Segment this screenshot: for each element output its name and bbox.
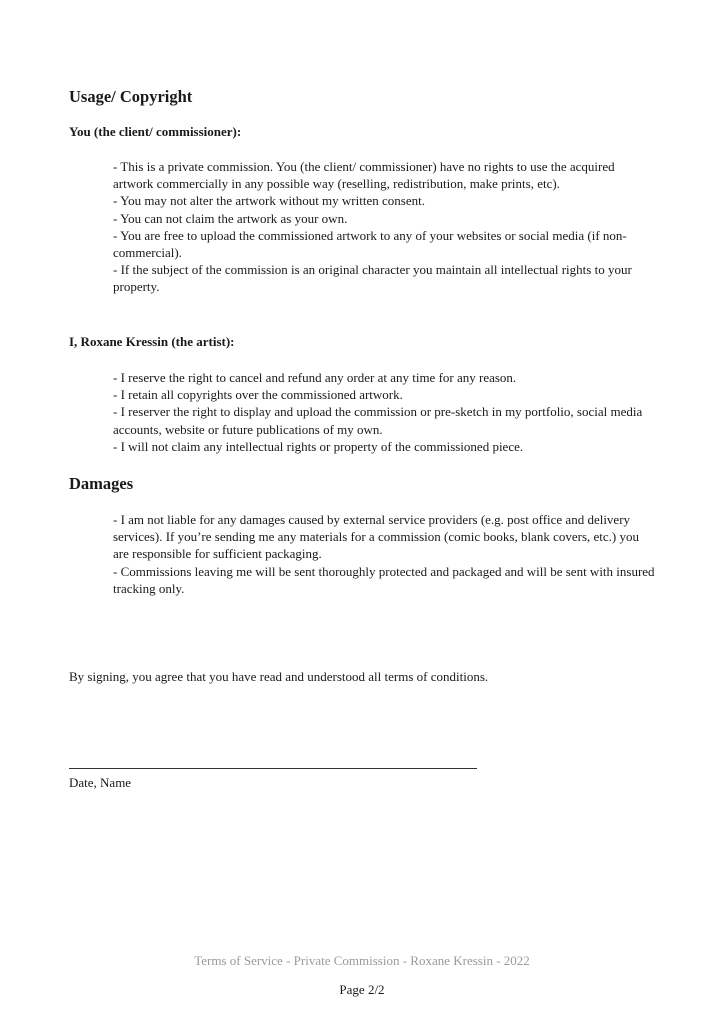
- client-term-item: - You are free to upload the commissioned artwork to any of your websites or social media (if non-commercial).: [113, 227, 627, 261]
- artist-term-item: - I reserver the right to display and upload the commission or pre-sketch in my portfolio, social media accounts, website or future publications of my own.: [113, 404, 643, 437]
- damages-term-item: - Commissions leaving me will be sent thoroughly protected and packaged and will be sent with insured tracking only.: [113, 563, 655, 596]
- artist-terms-list: [113, 369, 658, 455]
- client-term-item: - You may not alter the artwork without my written consent.: [113, 193, 425, 209]
- client-term-item: - This is a private commission. You (the client/ commissioner) have no rights to use the acquired artwork commercially in any possible way (reselling, redistribution, make prints, etc).: [113, 159, 615, 192]
- artist-subheading: I, Roxane Kressin (the artist):: [69, 334, 235, 349]
- damages-heading: Damages: [69, 474, 134, 493]
- page-number: Page 2/2: [339, 982, 385, 997]
- footer-title: Terms of Service - Private Commission - Roxane Kressin - 2022: [194, 953, 530, 968]
- signature-line[interactable]: [69, 768, 477, 769]
- usage-copyright-heading: Usage/ Copyright: [69, 87, 193, 106]
- damages-terms-list: [113, 511, 658, 597]
- damages-term-item: - I am not liable for any damages caused by external service providers (e.g. post office and delivery services). If you’re sending me any materials for a commission (comic books, blank covers, etc.) you are responsible for sufficient packaging.: [113, 512, 639, 562]
- client-terms-list: [113, 158, 658, 296]
- client-term-item: - If the subject of the commission is an original character you maintain all intellectual rights to your property.: [113, 262, 632, 295]
- client-term-item: - You can not claim the artwork as your own.: [113, 210, 348, 226]
- signature-label: Date, Name: [69, 775, 132, 790]
- agreement-statement: By signing, you agree that you have read and understood all terms of conditions.: [69, 669, 489, 684]
- artist-term-item: - I retain all copyrights over the commissioned artwork.: [113, 387, 403, 403]
- artist-term-item: - I will not claim any intellectual rights or property of the commissioned piece.: [113, 438, 524, 454]
- client-subheading: You (the client/ commissioner):: [69, 124, 242, 139]
- artist-term-item: - I reserve the right to cancel and refund any order at any time for any reason.: [113, 370, 517, 385]
